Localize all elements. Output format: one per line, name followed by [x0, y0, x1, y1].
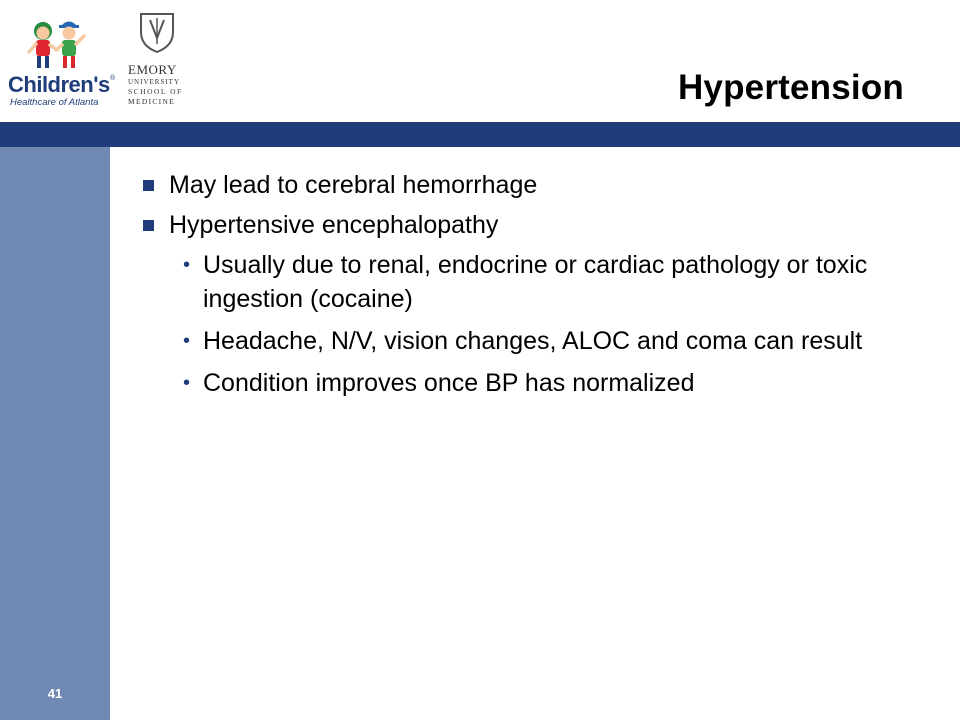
emory-medicine-logo	[126, 8, 188, 108]
square-bullet-icon	[143, 220, 154, 231]
childrens-logo-tagline: Healthcare of Atlanta	[10, 97, 99, 108]
sub-bullet-text: Usually due to renal, endocrine or cardiac pathology or toxic ingestion (cocaine)	[203, 251, 868, 313]
sub-bullet-text: Condition improves once BP has normalized	[203, 369, 695, 397]
dot-bullet-icon: •	[183, 254, 191, 276]
sub-bullet-text: Headache, N/V, vision changes, ALOC and coma can result	[203, 327, 863, 355]
sub-bullet-item	[140, 248, 920, 316]
emory-logo-line3: SCHOOL OF	[128, 87, 183, 96]
emory-logo-line1: EMORY	[128, 62, 177, 77]
emory-logo-line4: MEDICINE	[128, 97, 176, 106]
dot-bullet-icon: •	[183, 372, 191, 394]
side-bar	[0, 147, 110, 720]
square-bullet-icon	[143, 180, 154, 191]
sub-bullet-item	[140, 366, 920, 400]
bullet-item	[140, 208, 920, 242]
bullet-list	[140, 168, 920, 408]
slide-title: Hypertension	[677, 68, 904, 107]
childrens-healthcare-logo	[6, 14, 118, 110]
dot-bullet-icon: •	[183, 330, 191, 352]
page-number: 41	[47, 686, 63, 701]
sub-bullet-item	[140, 324, 920, 358]
bullet-text: May lead to cerebral hemorrhage	[169, 171, 538, 199]
emory-logo-line2: UNIVERSITY	[128, 78, 180, 86]
header-bar	[0, 122, 960, 147]
childrens-logo-name: Children's	[8, 72, 110, 97]
bullet-text: Hypertensive encephalopathy	[169, 211, 499, 239]
childrens-logo-registered: ®	[110, 75, 116, 82]
bullet-item	[140, 168, 920, 202]
